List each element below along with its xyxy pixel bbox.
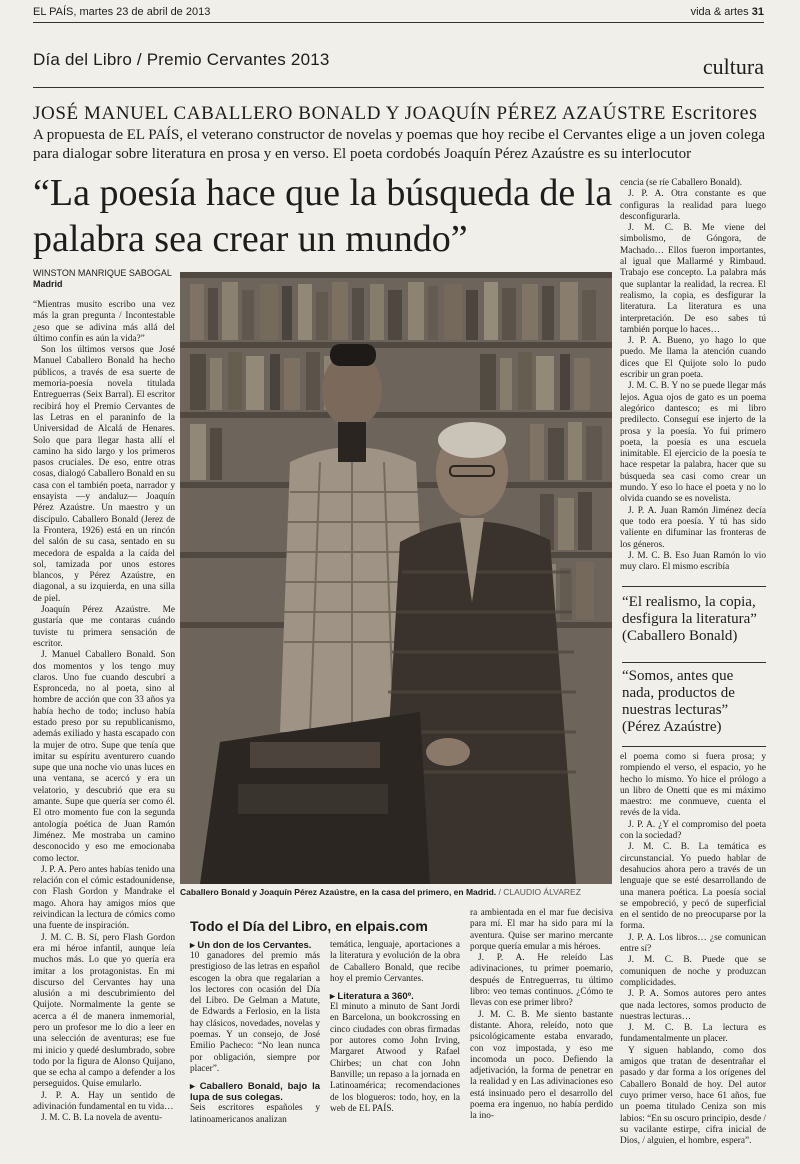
paragraph: J. P. A. Hay un sentido de adivinación fundamental en tu vida… xyxy=(33,1090,175,1113)
paragraph: J. P. A. Somos autores pero antes que nada lectores, somos producto de nuestras lecturas… xyxy=(620,989,766,1022)
byline xyxy=(33,268,175,290)
paragraph: J. P. A. ¿Y el compromiso del poeta con la sociedad? xyxy=(620,819,766,842)
paragraph: J. P. A. Bueno, yo hago lo que puedo. Me llama la atención cuando dices que El Quijote solo lo pudo escribir un gran poeta. xyxy=(620,336,766,381)
sidebar-box-col-2 xyxy=(330,940,460,1115)
paragraph: J. M. C. B. Y no se puede llegar más lejos. Agua ojos de gato es un poema alegórico dantesco; es mi libro predilecto. Conseguí ese injerto de la prosa y la poesía. Yo fui primero poeta, la poesía es una escuela inimitable. El ejercicio de la poesía te hace respetar la palabra, hacer que su búsqueda sea casi como crear un mundo. Y eso lo hace el poeta y no lo olvida cuando se es novelista. xyxy=(620,381,766,505)
article-column-box3 xyxy=(470,908,613,1158)
kicker-names: JOSÉ MANUEL CABALLERO BONALD Y JOAQUÍN PÉREZ AZAÚSTRE xyxy=(33,103,666,124)
pull-quote-text: “El realismo, la copia, desfigura la literatura” xyxy=(622,594,757,627)
paragraph: J. P. A. Los libros… ¿se comunican entre sí? xyxy=(620,932,766,955)
folio-section-label: vida & artes xyxy=(690,6,749,18)
box-item-heading: ▸ Un don de los Cervantes. xyxy=(190,940,320,951)
paragraph: J. M. C. B. Me viene del simbolismo, de Góngora, de Machado… Ellos fueron importantes, al igual que Mallarmé y Rimbaud. Trabajo ese concepto. La palabra más que suplantar la realidad, la recrea. El realismo, la copia, es desfigurar la literatura. La literatura es una interpretación. De eso sabes tú también porque lo haces… xyxy=(620,223,766,335)
paragraph: Son los últimos versos que José Manuel Caballero Bonald ha hecho públicos, a través de esa suerte de memoria-poesía novela titulada Entreguerras (Seix Barral). El escritor recibirá hoy el Premio Cervantes de las Letras en el paraninfo de la Universidad de Alcalá de Henares. Solo que para llegar hasta allí el camino ha sido largo y los primeros pasos cruciales. De eso, entre otras cosas, dialogó Caballero Bonald en su casa con el también poeta, narrador y ensayista —y andaluz— Joaquín Pérez Azaústre. Un maestro y un discípulo. Caballero Bonald (Jerez de la Frontera, 1926) está en un rincón del salón de su casa, sentado en su mecedora de espalda a la caída del sol, tamizada por unos estores blancos, y Pérez Azaústre, en diagonal, a su izquierda, en una silla de piel. xyxy=(33,345,175,604)
paragraph: Y siguen hablando, como dos amigos que tratan de desentrañar el pasado y dar forma a los orígenes del Caballero Bonald de hoy. Del autor cuyo primer verso, hace 61 años, fue un poema titulado Ceniza son mis labios: “En su oscuro principio, desde / su vacilante estirpe, cifra inicial de Dios, / alguien, el hombre, espera”. xyxy=(620,1045,766,1147)
box-item-body: 10 ganadores del premio más prestigioso de las letras en español escogen la obra que regalarían a los lectores con ocasión del Día del Libro. De Gelman a Matute, de Edwards a Ferlosio, en la lista hay clásicos, novedades, novelas y poemas. Y un consejo, de José Emilio Pacheco: “No lean nunca por obligación, siempre por placer”. xyxy=(190,951,320,1074)
pull-quote-text: “Somos, antes que nada, productos de nuestras lecturas” xyxy=(622,668,735,718)
page-number: 31 xyxy=(751,6,764,18)
section-rule xyxy=(33,87,764,88)
paragraph: J. M. C. B. La lectura es fundamentalmente un placer. xyxy=(620,1023,766,1045)
paragraph: Joaquín Pérez Azaústre. Me gustaría que me contaras cuándo tuviste tu primera sensación de escritor. xyxy=(33,605,175,649)
sidebar-box-col-1 xyxy=(190,940,320,1126)
box-item-heading: ▸ Caballero Bonald, bajo la lupa de sus colegas. xyxy=(190,1081,320,1103)
kicker-role: Escritores xyxy=(671,102,758,124)
caption-text: Caballero Bonald y Joaquín Pérez Azaústre, en la casa del primero, en Madrid. xyxy=(180,887,497,897)
pull-quote-1 xyxy=(622,594,766,645)
box-item-body: El minuto a minuto de Sant Jordi en Barcelona, un bookcrossing en cinco ciudades con obras firmadas por autores como John Irving, Margaret Atwood y Rafael Chirbes; un chat con John Banville; un repaso a la jornada en Latinoamérica; recomendaciones de los blogueros: todo, hoy, en la web de EL PAÍS. xyxy=(330,1002,460,1114)
pull-quote-2 xyxy=(622,668,766,736)
pull-quote-attribution: (Pérez Azaústre) xyxy=(622,719,722,735)
byline-city: Madrid xyxy=(33,279,63,289)
paragraph: el poema como si fuera prosa; y rompiendo el verso, el espacio, yo he hecho lo mismo. Yo hice el prólogo a un libro de Onetti que es mi máximo maestro: me conmueve, cuenta el revés de la vida. xyxy=(620,752,766,819)
paragraph: J. M. C. B. La novela de aventu- xyxy=(41,1113,163,1124)
paragraph: J. M. C. B. Sí, pero Flash Gordon era mi héroe infantil, aunque leía muchos más. Lo que yo quería era imitar a los protagonistas. En mi discurso del Cervantes hay una alusión a mi descubrimiento del Quijote. Normalmente la gente se acerca a él de manera inmemorial, pero un profesor me lo dio a leer en una selección de aventuras; ese fue mi inicio y quedé deslumbrado, sobre todo por la figura de Alonso Quijano, que se echa al campo a defender a los perseguidos. Quise emularlo. xyxy=(33,932,175,1090)
folio-page xyxy=(691,6,764,18)
paragraph: J. M. C. B. Me siento bastante distante. Ahora, releído, noto que psicológicamente estaba envarado, con voz impostada, y eso me incomoda un poco. Defiendo la adjetivación, la forma de penetrar en la realidad y en Las adivinaciones eso está insinuado pero el desarrollo del poema era ingenuo, no había perdido la ino- xyxy=(470,1009,613,1122)
paragraph: J. P. A. He releído Las adivinaciones, tu primer poemario, después de Entreguerras, tu último libro: veo temas continuos. ¿Cómo te llevas con ese primer libro? xyxy=(470,953,613,1009)
paragraph: J. P. A. Pero antes habías tenido una relación con el cómic estadounidense, con Flash Gordon y Mandrake el mago. Ahora hay amigos míos que reivindican la lectura de cómics como una fuente de inspiración. xyxy=(33,864,175,932)
section-title: Día del Libro / Premio Cervantes 2013 xyxy=(33,50,330,69)
paragraph: “Mientras musito escribo una vez más la gran pregunta / Incontestable ¿eso que se adivina más allá del último confín es aún la vida?” xyxy=(33,300,175,344)
pull-quote-rule xyxy=(622,662,766,663)
paragraph: J. Manuel Caballero Bonald. Son dos momentos y los tengo muy claros. Uno fue cuando descubrí a Espronceda, no al poeta, sino al hombre de acción que con 33 años ya había hecho de todo; incluso había estado preso por su republicanismo, además exiliado y hasta escapado con la mujer de otro. Supe que tenía que imitar su espíritu aventurero cuando supe que una noche vio unas luces en una ventana, se acercó y era un velatorio, y descubrió que era su amante. Supe que quería ser como él. El otro momento fue con la segunda antología poética de Juan Ramón Jiménez. Me mostraba un camino desconocido y eso me emocionaba como lector. xyxy=(33,650,175,864)
paragraph: cencia (se ríe Caballero Bonald). xyxy=(620,178,743,188)
pull-quote-rule xyxy=(622,746,766,747)
paragraph: J. P. A. Otra constante es que configuras la realidad para luego desconfigurarla. xyxy=(620,189,766,222)
paragraph: J. M. C. B. Eso Juan Ramón lo vio muy claro. El mismo escribía xyxy=(620,550,766,573)
byline-author: WINSTON MANRIQUE SABOGAL xyxy=(33,268,172,278)
paragraph: J. P. A. Juan Ramón Jiménez decía que todo era poesía. Y tú has sido valiente en difuminar las fronteras de los géneros. xyxy=(620,505,766,550)
paragraph: J. M. C. B. La temática es circunstancial. Yo puedo hablar de desahucios ahora pero a través de un lenguaje que se esté desarrollando de una manera poética. La poesía social se empobreció, y pecó de superficial en el sentido de no preocuparse por la forma. xyxy=(620,842,766,932)
paragraph: J. M. C. B. Puede que se comuniquen de noche y produzcan complicidades. xyxy=(620,955,766,988)
folio-date: EL PAÍS, martes 23 de abril de 2013 xyxy=(33,6,211,18)
pull-quote-rule xyxy=(622,586,766,587)
photo xyxy=(180,272,612,884)
top-rule xyxy=(33,22,764,23)
kicker xyxy=(33,102,758,125)
article-column-right-top xyxy=(620,178,766,598)
photo-image xyxy=(180,272,612,884)
paragraph: ra ambientada en el mar fue decisiva para mí. El mar ha sido para mí la aventura. Quise ser marino mercante porque quería emular a mis héroes. xyxy=(470,908,613,952)
box-item-heading: ▸ Literatura a 360º. xyxy=(330,991,460,1002)
standfirst: A propuesta de EL PAÍS, el veterano constructor de novelas y poemas que hoy recibe el Cervantes elige a un joven colega para dialogar sobre literatura en prosa y en verso. El poeta cordobés Joaquín Pérez Azaústre es su interlocutor xyxy=(33,127,765,162)
box-item-body: Seis escritores españoles y latinoamericanos analizan xyxy=(190,1103,320,1125)
headline: “La poesía hace que la búsqueda de la palabra sea crear un mundo” xyxy=(33,172,613,260)
pull-quote-attribution: (Caballero Bonald) xyxy=(622,628,738,644)
article-column-1 xyxy=(33,300,175,1160)
box-item-body: temática, lenguaje, aportaciones a la literatura y evolución de la obra de Caballero Bonald, que recibe hoy el premio Cervantes. xyxy=(330,940,460,984)
article-column-right-bottom xyxy=(620,752,766,1152)
sidebar-box-title: Todo el Día del Libro, en elpais.com xyxy=(190,918,428,934)
section-tag: cultura xyxy=(702,54,764,79)
photo-credit: / CLAUDIO ÁLVAREZ xyxy=(498,887,581,897)
photo-caption xyxy=(180,887,612,897)
